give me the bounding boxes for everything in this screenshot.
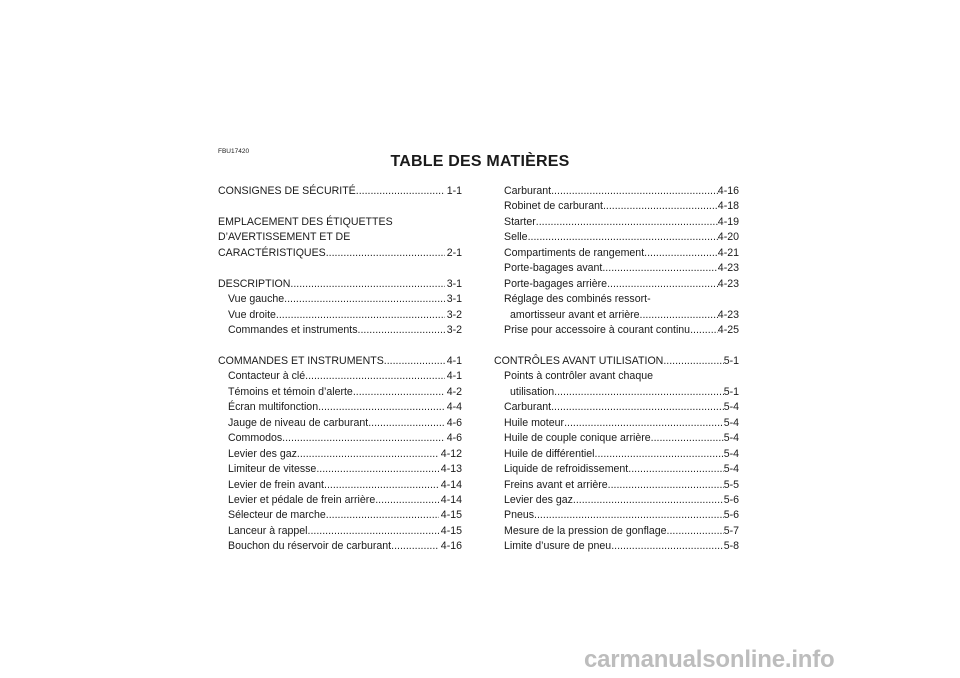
toc-heading-line: Réglage des combinés ressort-: [504, 293, 651, 306]
toc-entry-title: Carburant: [504, 185, 552, 197]
toc-entry-title: Contacteur à clé: [228, 370, 306, 383]
toc-left-column: [218, 184, 462, 555]
toc-entry-title: CARACTÉRISTIQUES: [218, 246, 326, 259]
toc-page-number: 5-1: [723, 385, 739, 398]
toc-leader-dots: [640, 308, 718, 323]
toc-entry[interactable]: [218, 354, 462, 369]
toc-leader-dots: [551, 400, 724, 415]
toc-page-number: 4-1: [446, 370, 462, 383]
toc-entry-title: Porte-bagages avant: [504, 262, 603, 275]
toc-entry-title: Vue droite: [228, 308, 276, 321]
toc-entry-title: Limiteur de vitesse: [228, 463, 317, 476]
toc-leader-dots: [602, 261, 717, 276]
toc-entry[interactable]: [494, 524, 739, 539]
toc-entry[interactable]: [218, 369, 462, 384]
toc-page-number: 4-4: [446, 401, 462, 414]
toc-entry-title: Témoins et témoin d’alerte: [228, 385, 353, 398]
toc-entry[interactable]: [494, 400, 739, 415]
toc-page-number: 5-4: [723, 463, 739, 476]
toc-leader-dots: [690, 323, 718, 338]
toc-entry[interactable]: [494, 385, 739, 400]
toc-heading-line: EMPLACEMENT DES ÉTIQUETTES: [218, 215, 393, 228]
toc-entry[interactable]: [494, 431, 739, 446]
toc-entry-title: Mesure de la pression de gonflage: [504, 524, 667, 537]
toc-entry-title: Levier de frein avant: [228, 478, 324, 491]
toc-page-number: 4-13: [440, 463, 462, 476]
toc-entry[interactable]: [494, 261, 739, 276]
toc-leader-dots: [326, 508, 439, 523]
toc-page-number: 4-15: [440, 509, 462, 522]
toc-page-number: 4-23: [717, 308, 739, 321]
toc-entry-title: CONTRÔLES AVANT UTILISATION: [494, 354, 664, 367]
toc-entry[interactable]: [218, 323, 462, 338]
toc-entry[interactable]: [494, 493, 739, 508]
toc-leader-dots: [534, 508, 724, 523]
toc-page-number: 4-6: [446, 432, 462, 445]
toc-entry-title: Commandes et instruments: [228, 324, 358, 337]
toc-page-number: 4-23: [717, 277, 739, 290]
toc-page-number: 4-12: [440, 447, 462, 460]
toc-entry-title: Selle: [504, 231, 528, 244]
toc-leader-dots: [564, 416, 724, 431]
toc-entry[interactable]: [494, 539, 739, 554]
toc-leader-dots: [573, 493, 724, 508]
toc-page-number: 5-4: [723, 432, 739, 445]
toc-entry[interactable]: [218, 277, 462, 292]
toc-entry[interactable]: [218, 493, 462, 508]
toc-entry-title: Porte-bagages arrière: [504, 277, 608, 290]
toc-page-number: 4-21: [717, 246, 739, 259]
toc-page-number: 3-1: [446, 293, 462, 306]
toc-entry[interactable]: [494, 199, 739, 214]
toc-entry-title: Limite d’usure de pneu: [504, 540, 612, 553]
toc-entry[interactable]: [218, 416, 462, 431]
toc-page-number: 4-25: [717, 324, 739, 337]
toc-entry[interactable]: [218, 478, 462, 493]
toc-entry-title: Levier et pédale de frein arrière: [228, 493, 376, 506]
toc-entry-title: Carburant: [504, 401, 552, 414]
toc-page-number: 5-4: [723, 401, 739, 414]
toc-entry-title: CONSIGNES DE SÉCURITÉ: [218, 185, 356, 197]
toc-page-number: 5-4: [723, 447, 739, 460]
toc-page-number: 5-1: [723, 354, 739, 367]
toc-entry-title: Lanceur à rappel: [228, 524, 308, 537]
toc-entry[interactable]: [494, 308, 739, 323]
toc-page-number: 5-8: [723, 540, 739, 553]
toc-leader-dots: [608, 478, 724, 493]
toc-entry-title: Robinet de carburant: [504, 200, 603, 213]
toc-entry-title: Huile de couple conique arrière: [504, 432, 651, 445]
toc-page-number: 4-15: [440, 524, 462, 537]
toc-spacer: [218, 261, 462, 276]
toc-entry[interactable]: [494, 246, 739, 261]
toc-entry[interactable]: [218, 462, 462, 477]
toc-entry-title: Levier des gaz: [228, 447, 297, 460]
toc-entry-title: Vue gauche: [228, 293, 285, 306]
toc-entry[interactable]: [494, 277, 739, 292]
toc-entry-title: Bouchon du réservoir de carburant: [228, 540, 392, 553]
toc-entry-title: Huile moteur: [504, 416, 565, 429]
toc-leader-dots: [305, 369, 445, 384]
toc-leader-dots: [603, 199, 718, 214]
toc-heading-line: Points à contrôler avant chaque: [504, 370, 653, 383]
toc-leader-dots: [375, 493, 439, 508]
toc-leader-dots: [353, 385, 445, 400]
toc-page-number: 5-4: [723, 416, 739, 429]
toc-entry[interactable]: [494, 184, 739, 199]
toc-entry[interactable]: [218, 184, 462, 199]
toc-page-number: 2-1: [446, 246, 462, 259]
toc-page-number: 4-16: [440, 540, 462, 553]
toc-page-number: 5-5: [723, 478, 739, 491]
toc-leader-dots: [358, 323, 445, 338]
toc-entry[interactable]: [218, 385, 462, 400]
page-title: TABLE DES MATIÈRES: [390, 153, 570, 170]
toc-spacer: [494, 339, 739, 354]
toc-page-number: 3-1: [446, 277, 462, 290]
toc-page-number: 5-6: [723, 509, 739, 522]
toc-page-number: 4-2: [446, 385, 462, 398]
toc-leader-dots: [368, 416, 445, 431]
toc-entry-title: Pneus: [504, 509, 535, 522]
toc-entry-title: DESCRIPTION: [218, 277, 291, 290]
toc-page-number: 4-23: [717, 262, 739, 275]
toc-entry[interactable]: [494, 508, 739, 523]
toc-page-number: 4-18: [717, 200, 739, 213]
toc-leader-dots: [551, 184, 718, 199]
toc-entry-title: amortisseur avant et arrière: [510, 308, 640, 321]
toc-entry[interactable]: [218, 508, 462, 523]
toc-leader-dots: [326, 246, 445, 261]
toc-leader-dots: [667, 524, 724, 539]
toc-entry[interactable]: [494, 416, 739, 431]
watermark: carmanualsonline.info: [584, 646, 835, 673]
toc-leader-dots: [391, 539, 439, 554]
toc-leader-dots: [290, 277, 444, 292]
toc-entry-title: Starter: [504, 215, 536, 228]
toc-entry[interactable]: [218, 431, 462, 446]
document-code: FBU17420: [218, 148, 250, 155]
toc-leader-dots: [284, 292, 445, 307]
toc-leader-dots: [282, 431, 445, 446]
toc-leader-dots: [644, 246, 718, 261]
toc-entry-title: Jauge de niveau de carburant: [228, 416, 369, 429]
toc-entry[interactable]: [494, 230, 739, 245]
toc-entry[interactable]: [218, 246, 462, 261]
toc-spacer: [218, 199, 462, 214]
toc-entry[interactable]: [218, 400, 462, 415]
toc-spacer: [218, 338, 462, 353]
toc-leader-dots: [528, 230, 718, 245]
toc-page-number: 4-6: [446, 416, 462, 429]
toc-leader-dots: [663, 354, 723, 369]
toc-entry[interactable]: [494, 323, 739, 338]
toc-leader-dots: [595, 447, 724, 462]
toc-leader-dots: [324, 478, 439, 493]
toc-page-number: 3-2: [446, 324, 462, 337]
toc-leader-dots: [607, 277, 718, 292]
toc-entry[interactable]: [218, 308, 462, 323]
toc-leader-dots: [308, 524, 439, 539]
toc-entry-title: Levier des gaz: [504, 494, 573, 507]
toc-page-number: 1-1: [446, 185, 462, 197]
toc-page-number: 4-1: [446, 354, 462, 367]
toc-leader-dots: [356, 184, 445, 199]
toc-entry-title: Commodos: [228, 432, 283, 445]
toc-page-number: 4-20: [717, 231, 739, 244]
toc-entry-title: Liquide de refroidissement: [504, 463, 629, 476]
toc-page-number: 4-19: [717, 215, 739, 228]
toc-heading-line: D’AVERTISSEMENT ET DE: [218, 231, 351, 244]
toc-leader-dots: [554, 385, 724, 400]
toc-entry-title: Compartiments de rangement: [504, 246, 645, 259]
toc-entry-title: Sélecteur de marche: [228, 509, 326, 522]
toc-page-number: 4-16: [717, 185, 739, 197]
toc-entry-title: utilisation: [510, 385, 555, 398]
toc-page-number: 3-2: [446, 308, 462, 321]
toc-leader-dots: [651, 431, 724, 446]
toc-entry[interactable]: [494, 215, 739, 230]
toc-entry[interactable]: [494, 447, 739, 462]
toc-page-number: 4-14: [440, 478, 462, 491]
toc-entry[interactable]: [218, 292, 462, 307]
toc-entry-title: Prise pour accessoire à courant continu: [504, 324, 691, 337]
toc-page-number: 5-7: [723, 524, 739, 537]
toc-entry[interactable]: [494, 478, 739, 493]
toc-leader-dots: [611, 539, 724, 554]
toc-entry[interactable]: [218, 447, 462, 462]
toc-page-number: 4-14: [440, 493, 462, 506]
toc-entry[interactable]: [494, 354, 739, 369]
toc-entry[interactable]: [218, 524, 462, 539]
toc-leader-dots: [297, 447, 439, 462]
toc-leader-dots: [318, 400, 445, 415]
toc-entry-title: Freins avant et arrière: [504, 478, 608, 491]
toc-entry-title: Huile de différentiel: [504, 447, 595, 460]
toc-leader-dots: [628, 462, 723, 477]
toc-entry-title: Écran multifonction: [228, 401, 319, 414]
toc-entry[interactable]: [218, 539, 462, 554]
toc-leader-dots: [384, 354, 445, 369]
toc-leader-dots: [536, 215, 718, 230]
toc-right-column: [494, 184, 739, 555]
toc-page-number: 5-6: [723, 494, 739, 507]
toc-entry-title: COMMANDES ET INSTRUMENTS: [218, 354, 384, 367]
toc-leader-dots: [316, 462, 438, 477]
toc-entry[interactable]: [494, 462, 739, 477]
toc-leader-dots: [276, 308, 445, 323]
